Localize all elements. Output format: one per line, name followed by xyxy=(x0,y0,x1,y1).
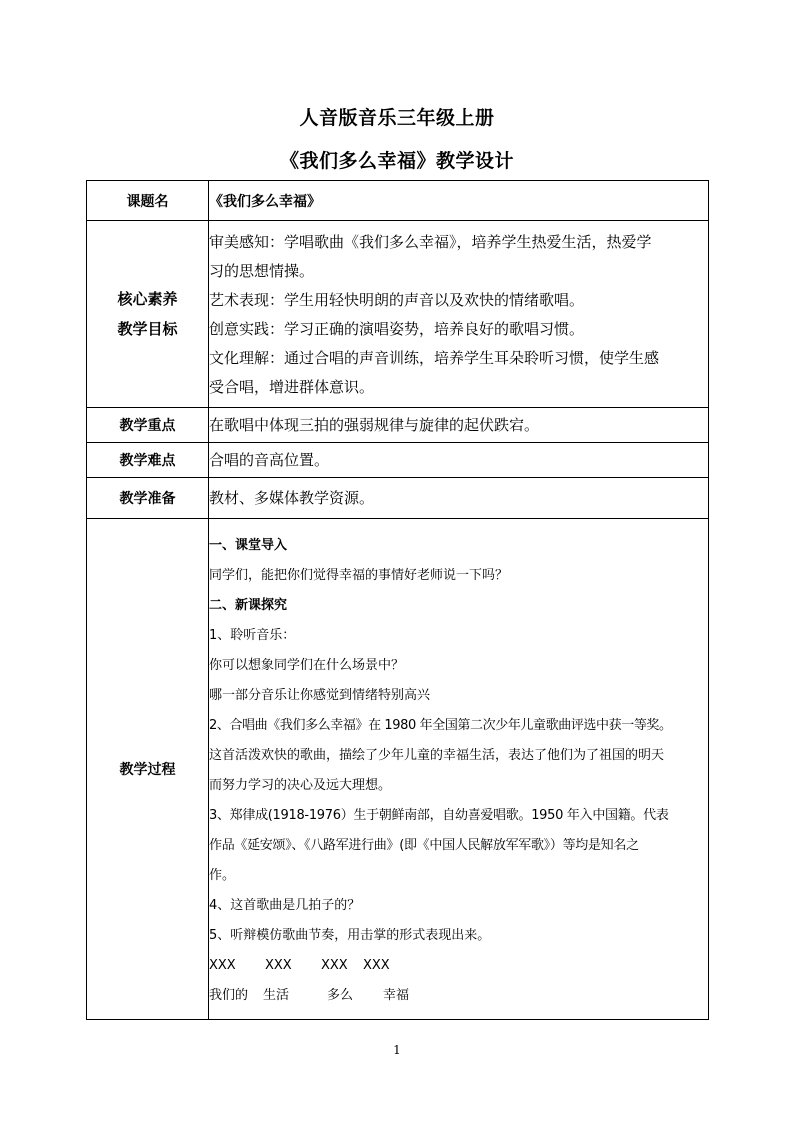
goal-line: 受合唱，增进群体意识。 xyxy=(209,378,375,396)
goals-label-line2: 教学目标 xyxy=(117,320,178,338)
lyric-cell: 我们的 xyxy=(209,988,249,1003)
goal-line: 艺术表现：学生用轻快明朗的声音以及欢快的情绪歌唱。 xyxy=(209,291,585,309)
goal-line: 文化理解：通过合唱的声音训练，培养学生耳朵聆听习惯，使学生感 xyxy=(209,349,660,367)
lyric-cell: 生活 xyxy=(263,988,290,1003)
lyrics-line xyxy=(209,981,708,1011)
table-row-process xyxy=(87,519,709,1020)
topic-value: 《我们多么幸福》 xyxy=(209,181,709,221)
goals-label-line1: 核心素养 xyxy=(117,290,178,308)
goal-line: 习的思想情操。 xyxy=(209,262,315,280)
process-line: 1、聆听音乐： xyxy=(209,628,296,643)
rhythm-cell: XXX xyxy=(363,958,390,973)
process-line: 5、听辩模仿歌曲节奏，用击掌的形式表现出来。 xyxy=(209,928,491,943)
preparation-label: 教学准备 xyxy=(87,478,209,519)
table-row-goals xyxy=(87,221,709,408)
document-title: 人音版音乐三年级上册 xyxy=(299,107,495,129)
process-line: 这首活泼欢快的歌曲，描绘了少年儿童的幸福生活，表达了他们为了祖国的明天 xyxy=(209,748,665,763)
document-subtitle: 《我们多么幸福》教学设计 xyxy=(279,150,514,172)
preparation-value: 教材、多媒体教学资源。 xyxy=(209,478,709,519)
goal-line: 创意实践：学习正确的演唱姿势，培养良好的歌唱习惯。 xyxy=(209,320,585,338)
table-row-key-point xyxy=(87,408,709,443)
goals-label xyxy=(87,221,209,408)
difficulty-label: 教学难点 xyxy=(87,443,209,478)
goals-content xyxy=(209,221,709,408)
difficulty-value: 合唱的音高位置。 xyxy=(209,443,709,478)
process-line: 一、课堂导入 xyxy=(209,538,288,553)
process-line: 你可以想象同学们在什么场景中？ xyxy=(209,658,405,673)
process-line: 同学们，能把你们觉得幸福的事情好老师说一下吗？ xyxy=(209,568,509,583)
table-row-topic xyxy=(87,181,709,221)
process-line: 3、郑律成(1918-1976）生于朝鲜南部，自幼喜爱唱歌。1950 年入中国籍。代表 xyxy=(209,808,669,823)
process-line: 2、合唱曲《我们多么幸福》在 1980 年全国第二次少年儿童歌曲评选中获一等奖。 xyxy=(209,718,672,733)
process-line: 作品《延安颂》、《八路军进行曲》(即《中国人民解放军军歌》）等均是知名之 xyxy=(209,838,639,853)
table-row-difficulty xyxy=(87,443,709,478)
rhythm-cell: XXX xyxy=(321,958,348,973)
process-line: 哪一部分音乐让你感觉到情绪特别高兴 xyxy=(209,688,431,703)
key-point-label: 教学重点 xyxy=(87,408,209,443)
process-line: 4、这首歌曲是几拍子的？ xyxy=(209,898,361,913)
lyric-cell: 幸福 xyxy=(383,988,410,1003)
goal-line: 审美感知：学唱歌曲《我们多么幸福》，培养学生热爱生活，热爱学 xyxy=(209,233,652,251)
key-point-value: 在歌唱中体现三拍的强弱规律与旋律的起伏跌宕。 xyxy=(209,408,709,443)
rhythm-cell: XXX xyxy=(209,958,236,973)
rhythm-line xyxy=(209,951,708,981)
table-row-preparation xyxy=(87,478,709,519)
page-number: 1 xyxy=(393,1043,401,1057)
process-content xyxy=(209,519,709,1020)
lyric-cell: 多么 xyxy=(327,988,354,1003)
lesson-plan-table xyxy=(86,180,709,1020)
process-line: 作。 xyxy=(209,868,236,883)
rhythm-cell: XXX xyxy=(265,958,292,973)
process-line: 而努力学习的决心及远大理想。 xyxy=(209,778,392,793)
topic-label: 课题名 xyxy=(87,181,209,221)
process-label: 教学过程 xyxy=(87,519,209,1020)
process-line: 二、新课探究 xyxy=(209,598,288,613)
